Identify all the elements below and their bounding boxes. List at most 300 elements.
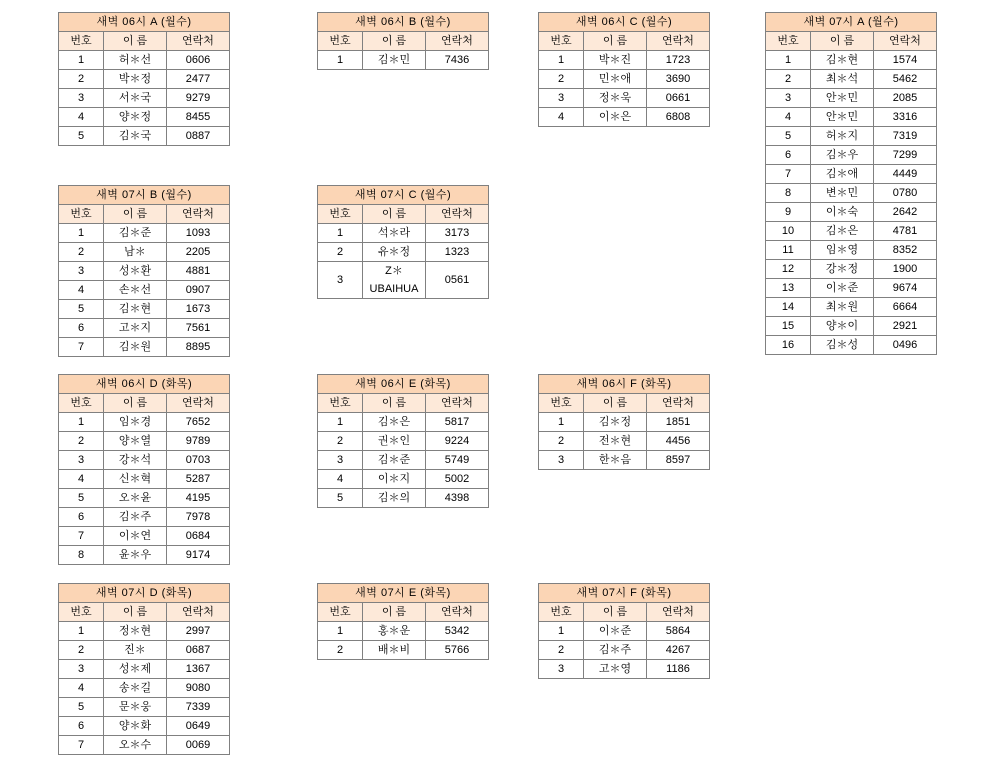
cell-number: 1 (539, 622, 584, 641)
column-header-name: 이 름 (104, 394, 167, 413)
cell-contact: 1323 (426, 243, 489, 262)
cell-name: 허＊지 (811, 127, 874, 146)
cell-name: 고＊지 (104, 319, 167, 338)
cell-name: 한＊음 (584, 451, 647, 470)
group-table-dawn-07-d-tue-thu (58, 583, 230, 755)
table-row (59, 300, 230, 319)
cell-contact: 1723 (647, 51, 710, 70)
table-row (766, 241, 937, 260)
cell-name: 오＊윤 (104, 489, 167, 508)
cell-number: 7 (59, 736, 104, 755)
table-title: 새벽 07시 E (화목) (318, 584, 489, 603)
table-row (59, 108, 230, 127)
column-header-number: 번호 (766, 32, 811, 51)
column-header-number: 번호 (318, 394, 363, 413)
table-row (539, 641, 710, 660)
cell-contact: 0907 (167, 281, 230, 300)
table-header-row (766, 32, 937, 51)
cell-number: 2 (59, 243, 104, 262)
column-header-name: 이 름 (584, 394, 647, 413)
table-title: 새벽 07시 F (화목) (539, 584, 710, 603)
cell-number: 6 (766, 146, 811, 165)
column-header-number: 번호 (539, 394, 584, 413)
cell-contact: 8352 (874, 241, 937, 260)
cell-number: 2 (766, 70, 811, 89)
table-row (59, 224, 230, 243)
table-header-row (539, 394, 710, 413)
table-row (539, 51, 710, 70)
cell-name: 양＊화 (104, 717, 167, 736)
cell-number: 2 (318, 432, 363, 451)
cell-name: Z＊UBAIHUA (363, 262, 426, 299)
column-header-contact: 연락처 (426, 603, 489, 622)
cell-contact: 8597 (647, 451, 710, 470)
cell-number: 2 (59, 432, 104, 451)
cell-number: 7 (59, 338, 104, 357)
cell-number: 1 (318, 51, 363, 70)
table-row (59, 338, 230, 357)
cell-name: 이＊은 (584, 108, 647, 127)
cell-contact: 1900 (874, 260, 937, 279)
table-header-row (59, 205, 230, 224)
cell-number: 1 (59, 224, 104, 243)
cell-number: 15 (766, 317, 811, 336)
table-row (766, 108, 937, 127)
table-row (59, 262, 230, 281)
table-row (318, 262, 489, 299)
cell-name: 권＊인 (363, 432, 426, 451)
table-title: 새벽 06시 E (화목) (318, 375, 489, 394)
group-table-dawn-06-a-mon-wed (58, 12, 230, 146)
table-header-row (539, 603, 710, 622)
cell-number: 2 (539, 70, 584, 89)
table-header-row (318, 603, 489, 622)
cell-number: 4 (318, 470, 363, 489)
table-header-row (539, 32, 710, 51)
cell-contact: 7561 (167, 319, 230, 338)
cell-name: 이＊지 (363, 470, 426, 489)
cell-contact: 9789 (167, 432, 230, 451)
table-row (59, 660, 230, 679)
column-header-contact: 연락처 (167, 205, 230, 224)
table-row (59, 243, 230, 262)
cell-contact: 5817 (426, 413, 489, 432)
cell-name: 양＊이 (811, 317, 874, 336)
cell-contact: 1186 (647, 660, 710, 679)
cell-number: 4 (539, 108, 584, 127)
cell-name: 정＊현 (104, 622, 167, 641)
cell-number: 2 (59, 641, 104, 660)
cell-contact: 5766 (426, 641, 489, 660)
cell-contact: 9174 (167, 546, 230, 565)
cell-number: 5 (318, 489, 363, 508)
cell-name: 양＊정 (104, 108, 167, 127)
table-row (766, 317, 937, 336)
cell-name: 안＊민 (811, 89, 874, 108)
cell-contact: 5287 (167, 470, 230, 489)
cell-name: 김＊국 (104, 127, 167, 146)
cell-name: 박＊정 (104, 70, 167, 89)
cell-name: 신＊혁 (104, 470, 167, 489)
column-header-name: 이 름 (363, 394, 426, 413)
cell-contact: 1367 (167, 660, 230, 679)
cell-number: 3 (318, 451, 363, 470)
cell-number: 3 (59, 660, 104, 679)
table-header-row (318, 205, 489, 224)
table-title: 새벽 06시 C (월수) (539, 13, 710, 32)
table-title-row (59, 584, 230, 603)
cell-number: 4 (766, 108, 811, 127)
column-header-contact: 연락처 (167, 603, 230, 622)
cell-contact: 2477 (167, 70, 230, 89)
cell-name: 문＊웅 (104, 698, 167, 717)
column-header-name: 이 름 (363, 32, 426, 51)
cell-name: 김＊현 (811, 51, 874, 70)
column-header-contact: 연락처 (426, 394, 489, 413)
table-row (539, 432, 710, 451)
cell-number: 4 (59, 281, 104, 300)
cell-number: 5 (59, 698, 104, 717)
cell-number: 13 (766, 279, 811, 298)
table-title-row (59, 13, 230, 32)
table-row (766, 336, 937, 355)
table-row (766, 127, 937, 146)
cell-contact: 2642 (874, 203, 937, 222)
cell-number: 4 (59, 470, 104, 489)
cell-number: 1 (539, 413, 584, 432)
group-table-dawn-06-e-tue-thu (317, 374, 489, 508)
group-table-dawn-06-f-tue-thu (538, 374, 710, 470)
column-header-name: 이 름 (104, 603, 167, 622)
cell-name: 김＊원 (104, 338, 167, 357)
table-title: 새벽 06시 F (화목) (539, 375, 710, 394)
cell-name: 김＊애 (811, 165, 874, 184)
table-title-row (539, 13, 710, 32)
table-header-row (318, 32, 489, 51)
table-row (59, 622, 230, 641)
cell-number: 2 (318, 243, 363, 262)
cell-name: 김＊성 (811, 336, 874, 355)
cell-contact: 9224 (426, 432, 489, 451)
cell-name: 최＊원 (811, 298, 874, 317)
table-row (59, 432, 230, 451)
table-header-row (59, 394, 230, 413)
cell-contact: 4781 (874, 222, 937, 241)
cell-name: 강＊석 (104, 451, 167, 470)
column-header-contact: 연락처 (167, 394, 230, 413)
table-row (539, 622, 710, 641)
cell-name: 손＊선 (104, 281, 167, 300)
cell-contact: 7299 (874, 146, 937, 165)
group-table-dawn-06-b-mon-wed (317, 12, 489, 70)
table-row (59, 508, 230, 527)
cell-contact: 7652 (167, 413, 230, 432)
table-row (766, 222, 937, 241)
table-title: 새벽 07시 D (화목) (59, 584, 230, 603)
table-title-row (539, 584, 710, 603)
cell-contact: 5342 (426, 622, 489, 641)
cell-number: 6 (59, 717, 104, 736)
cell-name: 성＊환 (104, 262, 167, 281)
cell-contact: 3690 (647, 70, 710, 89)
cell-contact: 9279 (167, 89, 230, 108)
table-row (766, 89, 937, 108)
cell-name: 김＊은 (363, 413, 426, 432)
table-row (318, 51, 489, 70)
cell-contact: 0661 (647, 89, 710, 108)
cell-contact: 0069 (167, 736, 230, 755)
group-table-dawn-07-e-tue-thu (317, 583, 489, 660)
table-title-row (318, 13, 489, 32)
table-row (766, 279, 937, 298)
column-header-contact: 연락처 (647, 394, 710, 413)
cell-number: 3 (59, 262, 104, 281)
cell-number: 5 (766, 127, 811, 146)
cell-name: 홍＊운 (363, 622, 426, 641)
table-row (539, 413, 710, 432)
cell-number: 2 (318, 641, 363, 660)
cell-name: 김＊주 (584, 641, 647, 660)
cell-number: 1 (59, 413, 104, 432)
column-header-contact: 연락처 (426, 205, 489, 224)
table-row (318, 224, 489, 243)
cell-name: 김＊의 (363, 489, 426, 508)
cell-contact: 5002 (426, 470, 489, 489)
cell-number: 6 (59, 319, 104, 338)
cell-number: 1 (59, 622, 104, 641)
table-title: 새벽 07시 C (월수) (318, 186, 489, 205)
cell-name: 송＊길 (104, 679, 167, 698)
table-title-row (59, 375, 230, 394)
cell-contact: 2997 (167, 622, 230, 641)
cell-number: 8 (766, 184, 811, 203)
cell-name: 김＊은 (811, 222, 874, 241)
column-header-number: 번호 (59, 603, 104, 622)
table-row (59, 717, 230, 736)
cell-contact: 7319 (874, 127, 937, 146)
table-row (59, 489, 230, 508)
table-row (59, 89, 230, 108)
cell-name: 임＊영 (811, 241, 874, 260)
cell-contact: 3316 (874, 108, 937, 127)
cell-contact: 2921 (874, 317, 937, 336)
table-title: 새벽 07시 B (월수) (59, 186, 230, 205)
table-title: 새벽 07시 A (월수) (766, 13, 937, 32)
cell-number: 5 (59, 300, 104, 319)
table-title-row (59, 186, 230, 205)
table-row (59, 698, 230, 717)
cell-name: 최＊석 (811, 70, 874, 89)
cell-name: 김＊주 (104, 508, 167, 527)
table-row (766, 51, 937, 70)
table-row (766, 70, 937, 89)
column-header-contact: 연락처 (874, 32, 937, 51)
cell-contact: 8455 (167, 108, 230, 127)
cell-number: 7 (59, 527, 104, 546)
column-header-name: 이 름 (811, 32, 874, 51)
cell-number: 1 (59, 51, 104, 70)
cell-contact: 6808 (647, 108, 710, 127)
group-table-dawn-06-d-tue-thu (58, 374, 230, 565)
table-row (539, 108, 710, 127)
group-table-dawn-07-c-mon-wed (317, 185, 489, 299)
cell-number: 5 (59, 489, 104, 508)
cell-number: 14 (766, 298, 811, 317)
cell-name: 이＊숙 (811, 203, 874, 222)
column-header-contact: 연락처 (647, 603, 710, 622)
cell-name: 양＊열 (104, 432, 167, 451)
group-table-dawn-07-b-mon-wed (58, 185, 230, 357)
table-row (766, 184, 937, 203)
cell-number: 3 (59, 89, 104, 108)
cell-name: 이＊준 (584, 622, 647, 641)
table-title: 새벽 06시 B (월수) (318, 13, 489, 32)
cell-number: 1 (318, 622, 363, 641)
cell-name: 진＊ (104, 641, 167, 660)
cell-contact: 9674 (874, 279, 937, 298)
cell-contact: 5749 (426, 451, 489, 470)
cell-number: 3 (539, 451, 584, 470)
cell-name: 변＊민 (811, 184, 874, 203)
cell-contact: 7978 (167, 508, 230, 527)
cell-name: 배＊비 (363, 641, 426, 660)
cell-name: 석＊라 (363, 224, 426, 243)
cell-number: 16 (766, 336, 811, 355)
cell-name: 안＊민 (811, 108, 874, 127)
cell-name: 김＊준 (363, 451, 426, 470)
table-row (539, 70, 710, 89)
cell-contact: 2085 (874, 89, 937, 108)
column-header-contact: 연락처 (167, 32, 230, 51)
table-row (318, 489, 489, 508)
table-title-row (318, 375, 489, 394)
cell-contact: 4195 (167, 489, 230, 508)
cell-contact: 0684 (167, 527, 230, 546)
cell-number: 2 (539, 432, 584, 451)
cell-name: 전＊현 (584, 432, 647, 451)
cell-number: 1 (539, 51, 584, 70)
table-row (59, 546, 230, 565)
table-row (59, 127, 230, 146)
cell-name: 윤＊우 (104, 546, 167, 565)
cell-name: 박＊진 (584, 51, 647, 70)
column-header-number: 번호 (59, 205, 104, 224)
cell-contact: 0649 (167, 717, 230, 736)
cell-contact: 4267 (647, 641, 710, 660)
cell-name: 남＊ (104, 243, 167, 262)
table-row (766, 298, 937, 317)
column-header-name: 이 름 (104, 205, 167, 224)
column-header-number: 번호 (59, 32, 104, 51)
cell-number: 4 (59, 108, 104, 127)
table-title: 새벽 06시 A (월수) (59, 13, 230, 32)
column-header-contact: 연락처 (647, 32, 710, 51)
cell-contact: 8895 (167, 338, 230, 357)
cell-name: 허＊선 (104, 51, 167, 70)
table-row (539, 89, 710, 108)
cell-contact: 3173 (426, 224, 489, 243)
cell-contact: 0606 (167, 51, 230, 70)
table-header-row (59, 32, 230, 51)
table-row (318, 432, 489, 451)
table-row (766, 146, 937, 165)
cell-contact: 0687 (167, 641, 230, 660)
cell-name: 민＊애 (584, 70, 647, 89)
cell-name: 서＊국 (104, 89, 167, 108)
table-row (318, 641, 489, 660)
cell-name: 김＊민 (363, 51, 426, 70)
column-header-contact: 연락처 (426, 32, 489, 51)
cell-contact: 5864 (647, 622, 710, 641)
column-header-number: 번호 (539, 32, 584, 51)
cell-contact: 0887 (167, 127, 230, 146)
cell-contact: 5462 (874, 70, 937, 89)
cell-contact: 1851 (647, 413, 710, 432)
table-title-row (318, 186, 489, 205)
cell-number: 5 (59, 127, 104, 146)
table-row (59, 641, 230, 660)
table-row (59, 527, 230, 546)
cell-number: 1 (318, 224, 363, 243)
cell-contact: 0703 (167, 451, 230, 470)
table-row (766, 165, 937, 184)
cell-contact: 0561 (426, 262, 489, 299)
cell-contact: 4398 (426, 489, 489, 508)
table-header-row (59, 603, 230, 622)
column-header-name: 이 름 (104, 32, 167, 51)
cell-contact: 0780 (874, 184, 937, 203)
cell-number: 8 (59, 546, 104, 565)
cell-name: 강＊정 (811, 260, 874, 279)
cell-name: 임＊경 (104, 413, 167, 432)
cell-name: 유＊정 (363, 243, 426, 262)
cell-number: 3 (318, 262, 363, 299)
cell-name: 정＊욱 (584, 89, 647, 108)
group-table-dawn-07-a-mon-wed (765, 12, 937, 355)
cell-number: 12 (766, 260, 811, 279)
table-row (318, 413, 489, 432)
cell-number: 4 (59, 679, 104, 698)
table-row (539, 451, 710, 470)
table-row (59, 281, 230, 300)
group-table-dawn-07-f-tue-thu (538, 583, 710, 679)
cell-number: 6 (59, 508, 104, 527)
cell-number: 3 (539, 89, 584, 108)
table-row (318, 470, 489, 489)
table-row (59, 70, 230, 89)
cell-name: 오＊수 (104, 736, 167, 755)
table-row (318, 243, 489, 262)
table-header-row (318, 394, 489, 413)
table-row (318, 451, 489, 470)
cell-contact: 6664 (874, 298, 937, 317)
cell-number: 10 (766, 222, 811, 241)
cell-name: 이＊준 (811, 279, 874, 298)
table-row (59, 319, 230, 338)
table-row (766, 203, 937, 222)
table-title-row (318, 584, 489, 603)
table-row (59, 51, 230, 70)
table-title-row (766, 13, 937, 32)
cell-contact: 2205 (167, 243, 230, 262)
cell-number: 1 (766, 51, 811, 70)
column-header-number: 번호 (318, 603, 363, 622)
cell-contact: 7436 (426, 51, 489, 70)
cell-number: 3 (766, 89, 811, 108)
table-row (59, 470, 230, 489)
cell-name: 김＊현 (104, 300, 167, 319)
table-title: 새벽 06시 D (화목) (59, 375, 230, 394)
